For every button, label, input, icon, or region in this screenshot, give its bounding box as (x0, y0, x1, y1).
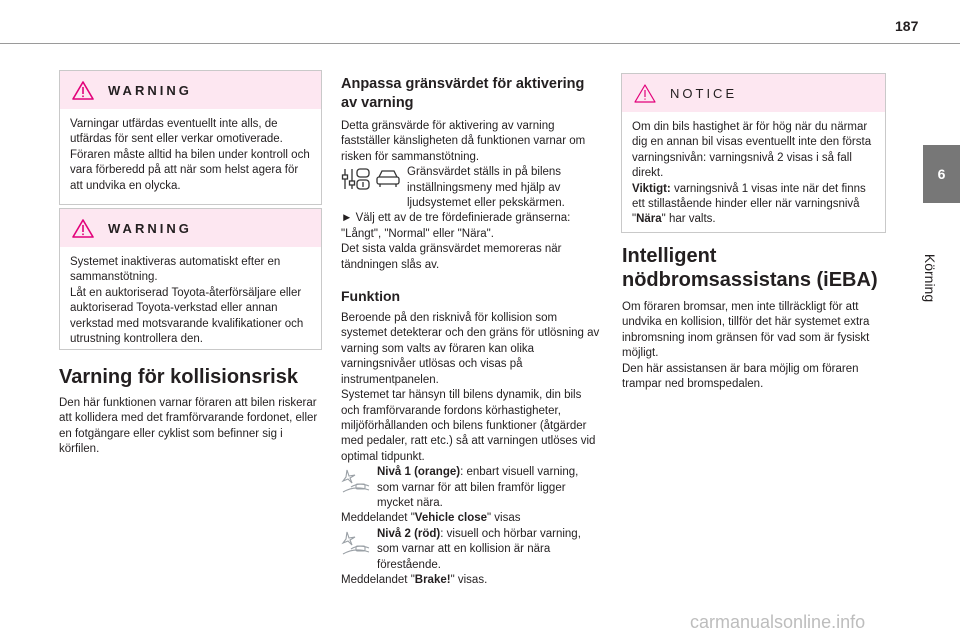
footer-watermark: carmanualsonline.info (690, 612, 866, 632)
paragraph: Detta gränsvärde för aktivering av varning fastställer känsligheten då funktionen varnar om risken för sammanstötning. (341, 120, 586, 163)
message-suffix: " visas. (450, 573, 488, 586)
message-prefix: Meddelandet " (341, 512, 415, 525)
sub-heading: Funktion (341, 288, 401, 305)
notice-important (632, 182, 875, 228)
level1-label: Nivå 1 (orange) (377, 466, 461, 479)
chapter-number: 6 (937, 166, 946, 182)
paragraph: Om föraren bromsar, men inte tillräckligt för att undvika en kollision, tillför det här systemet extra inbromsning inom gränsen för vad som är fysiskt möjligt. (622, 301, 870, 360)
level2-message (341, 573, 603, 588)
level2-text (377, 527, 603, 573)
section-heading: Intelligent nödbromsassistans (iEBA) (622, 245, 878, 291)
message-bold: Vehicle close (414, 512, 488, 525)
warning-header (60, 71, 321, 109)
top-rule (0, 43, 960, 44)
settings-text: Gränsvärdet ställs in på bilens inställningsmeny med hjälp av ljudsystemet eller pekskärmen. (407, 166, 565, 210)
message-prefix: Meddelandet " (341, 573, 415, 586)
section-heading: Anpassa gränsvärdet för aktivering av varning (341, 76, 585, 111)
level2-label: Nivå 2 (röd) (377, 527, 441, 540)
paragraph: Det sista valda gränsvärdet memoreras när tändningen slås av. (341, 243, 562, 271)
warning-header (60, 209, 321, 247)
warning-text: Varningar utfärdas eventuellt inte alls, de utfärdas för sent eller verkar omotiverade. Föraren måste alltid ha bilen under kontroll och vara förberedd på att när som helst agera för att undvika en olycka. (70, 118, 310, 192)
collision-alert-icon (341, 468, 371, 494)
settings-row (341, 165, 603, 211)
important-bold: Nära (636, 213, 662, 226)
warning-text: Låt en auktoriserad Toyota-återförsäljare eller auktoriserad Toyota-verkstad eller annan verkstad med motsvarande kvalifikationer och utrustning kontrollera den. (70, 286, 304, 346)
warning-triangle-icon (72, 219, 94, 238)
collision-alert-icon (341, 530, 371, 556)
warning-title: WARNING (108, 220, 192, 236)
warning-title: WARNING (108, 82, 192, 98)
notice-title: NOTICE (670, 85, 738, 101)
level1-row (341, 465, 603, 511)
paragraph: Systemet tar hänsyn till bilens dynamik, din bils och framförvarande fordons körhastigheter, miljöförhållanden och bilens funktioner (åtgärder med pedaler, ratt etc.) så att varningen utlöses vid optimal tidpunkt. (341, 389, 596, 463)
warning-box-1 (59, 70, 322, 205)
important-label: Viktigt: (632, 182, 671, 195)
message-bold: Brake! (414, 573, 451, 586)
notice-triangle-icon (634, 84, 656, 103)
chapter-label: Körning (922, 253, 938, 303)
warning-box-2 (59, 208, 322, 350)
car-front-icon (375, 167, 401, 189)
section-heading: Varning för kollisionsrisk (59, 366, 298, 388)
important-text: varningsnivå 1 visas inte när det finns ett stillastående hinder eller när varningsnivå " (632, 182, 866, 226)
notice-header (622, 74, 885, 112)
chapter-tab[interactable] (923, 145, 960, 203)
page-number: 187 (895, 18, 919, 34)
paragraph: Den här assistansen är bara möjlig om föraren trampar ned bromspedalen. (622, 362, 859, 391)
notice-box (621, 73, 886, 233)
paragraph: Beroende på den risknivå för kollision som systemet detekterar och den gräns för utlösning av varning som valts av föraren kan olika varningsnivåer utlösas och visas på instrumentpanelen. (341, 312, 600, 386)
level1-text (377, 465, 603, 511)
warning-text: Systemet inaktiveras automatiskt efter en sammanstötning. (70, 256, 281, 284)
notice-text: Om din bils hastighet är för hög när du närmar dig en annan bil visas eventuellt inte den första varningsnivån: varningsnivå 2 visas i så fall direkt. (632, 121, 872, 180)
message-suffix: " visas (487, 512, 521, 525)
warning-triangle-icon (72, 81, 94, 100)
level2-description: : visuell och hörbar varning, som varnar att en kollision är nära förestående. (377, 527, 581, 571)
level2-row (341, 527, 603, 573)
level1-description: : enbart visuell varning, som varnar för att bilen framför ligger mycket nära. (377, 466, 579, 509)
bullet-text: ► Välj ett av de tre fördefinierade gränserna: "Långt", "Normal" eller "Nära". (341, 212, 571, 240)
section-paragraph: Den här funktionen varnar föraren att bilen riskerar att kollidera med det framförvarande fordonet, eller en fotgängare eller cyklist som befinner sig i körfilen. (59, 397, 318, 456)
settings-sliders-icon (341, 167, 371, 191)
important-suffix: " har valts. (661, 213, 716, 226)
level1-message (341, 511, 603, 526)
